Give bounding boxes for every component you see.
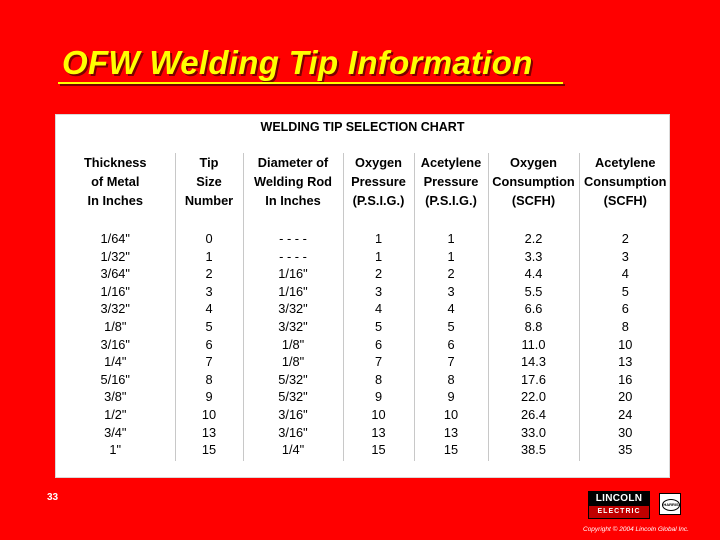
cell-rod-diameter: 1/4" xyxy=(243,441,343,461)
cell-acetylene-pressure: 4 xyxy=(414,300,488,318)
cell-oxygen-consumption: 6.6 xyxy=(488,300,579,318)
cell-rod-diameter: 1/8" xyxy=(243,336,343,354)
cell-tip-size: 9 xyxy=(175,388,243,406)
column-header-acetylene-consumption: Acetylene Consumption (SCFH) xyxy=(579,153,671,214)
cell-thickness: 3/4" xyxy=(104,424,127,440)
cell-acetylene-consumption: 2 xyxy=(579,214,671,248)
table-row xyxy=(56,283,671,301)
cell-thickness: 1/2" xyxy=(104,406,127,422)
table-row xyxy=(56,248,671,266)
cell-tip-size: 4 xyxy=(175,300,243,318)
table-row xyxy=(56,424,671,442)
cell-oxygen-consumption: 17.6 xyxy=(488,371,579,389)
cell-rod-diameter: 3/16" xyxy=(243,406,343,424)
lincoln-electric-logo: LINCOLN ELECTRIC xyxy=(588,491,650,519)
cell-rod-diameter: - - - - xyxy=(243,214,343,248)
cell-oxygen-pressure: 5 xyxy=(343,318,414,336)
cell-tip-size: 7 xyxy=(175,353,243,371)
cell-acetylene-pressure: 9 xyxy=(414,388,488,406)
cell-tip-size: 10 xyxy=(175,406,243,424)
cell-acetylene-consumption: 30 xyxy=(579,424,671,442)
table-header-row xyxy=(56,153,671,214)
cell-tip-size: 15 xyxy=(175,441,243,461)
welding-tip-chart xyxy=(55,114,670,478)
cell-thickness: 1/8" xyxy=(104,318,127,334)
table-row xyxy=(56,406,671,424)
cell-oxygen-pressure: 3 xyxy=(343,283,414,301)
cell-acetylene-pressure: 8 xyxy=(414,371,488,389)
cell-acetylene-consumption: 4 xyxy=(579,265,671,283)
cell-acetylene-consumption: 8 xyxy=(579,318,671,336)
cell-acetylene-pressure: 1 xyxy=(414,214,488,248)
cell-acetylene-consumption: 3 xyxy=(579,248,671,266)
cell-acetylene-pressure: 10 xyxy=(414,406,488,424)
table-row xyxy=(56,265,671,283)
cell-rod-diameter: 3/32" xyxy=(243,300,343,318)
cell-oxygen-pressure: 2 xyxy=(343,265,414,283)
column-header-rod-diameter: Diameter of Welding Rod In Inches xyxy=(243,153,343,214)
cell-thickness: 1" xyxy=(109,442,122,458)
cell-thickness: 1/4" xyxy=(104,354,127,370)
cell-rod-diameter: 3/16" xyxy=(243,424,343,442)
cell-rod-diameter: 1/16" xyxy=(243,283,343,301)
cell-acetylene-pressure: 7 xyxy=(414,353,488,371)
table-row xyxy=(56,214,671,248)
cell-oxygen-pressure: 4 xyxy=(343,300,414,318)
cell-tip-size: 2 xyxy=(175,265,243,283)
cell-thickness: 3/32" xyxy=(100,301,130,317)
cell-thickness: 3/64" xyxy=(100,266,130,282)
page-number: 33 xyxy=(47,492,59,503)
cell-rod-diameter: 1/8" xyxy=(243,353,343,371)
harris-logo: HARRIS xyxy=(659,493,681,515)
title-underline xyxy=(58,82,563,84)
cell-oxygen-pressure: 1 xyxy=(343,214,414,248)
cell-oxygen-consumption: 3.3 xyxy=(488,248,579,266)
cell-thickness: 3/8" xyxy=(104,389,127,405)
cell-rod-diameter: 5/32" xyxy=(243,371,343,389)
column-header-thickness: Thickness of Metal In Inches xyxy=(83,155,147,208)
cell-acetylene-pressure: 5 xyxy=(414,318,488,336)
cell-oxygen-consumption: 8.8 xyxy=(488,318,579,336)
cell-acetylene-consumption: 13 xyxy=(579,353,671,371)
cell-oxygen-pressure: 10 xyxy=(343,406,414,424)
column-header-tip-size: Tip Size Number xyxy=(175,153,243,214)
cell-acetylene-consumption: 20 xyxy=(579,388,671,406)
cell-oxygen-consumption: 22.0 xyxy=(488,388,579,406)
cell-oxygen-pressure: 8 xyxy=(343,371,414,389)
cell-tip-size: 13 xyxy=(175,424,243,442)
cell-tip-size: 8 xyxy=(175,371,243,389)
table-row xyxy=(56,336,671,354)
welding-tip-table xyxy=(56,153,671,461)
cell-acetylene-consumption: 35 xyxy=(579,441,671,461)
cell-tip-size: 1 xyxy=(175,248,243,266)
column-header-acetylene-pressure: Acetylene Pressure (P.S.I.G.) xyxy=(414,153,488,214)
cell-acetylene-consumption: 10 xyxy=(579,336,671,354)
cell-acetylene-consumption: 5 xyxy=(579,283,671,301)
copyright-notice: Copyright © 2004 Lincoln Global Inc. xyxy=(583,526,689,533)
cell-rod-diameter: 1/16" xyxy=(243,265,343,283)
cell-oxygen-pressure: 1 xyxy=(343,248,414,266)
cell-thickness: 1/64" xyxy=(100,231,130,246)
cell-acetylene-consumption: 16 xyxy=(579,371,671,389)
cell-oxygen-pressure: 15 xyxy=(343,441,414,461)
column-header-oxygen-pressure: Oxygen Pressure (P.S.I.G.) xyxy=(343,153,414,214)
cell-tip-size: 6 xyxy=(175,336,243,354)
chart-title: WELDING TIP SELECTION CHART xyxy=(260,120,465,134)
cell-acetylene-consumption: 6 xyxy=(579,300,671,318)
cell-oxygen-consumption: 2.2 xyxy=(488,214,579,248)
table-row xyxy=(56,441,671,461)
table-row xyxy=(56,371,671,389)
cell-acetylene-pressure: 6 xyxy=(414,336,488,354)
cell-thickness: 3/16" xyxy=(100,336,130,352)
cell-thickness: 1/32" xyxy=(100,248,130,264)
cell-oxygen-consumption: 33.0 xyxy=(488,424,579,442)
cell-acetylene-pressure: 1 xyxy=(414,248,488,266)
cell-acetylene-pressure: 3 xyxy=(414,283,488,301)
cell-rod-diameter: - - - - xyxy=(243,248,343,266)
cell-oxygen-pressure: 6 xyxy=(343,336,414,354)
cell-oxygen-consumption: 14.3 xyxy=(488,353,579,371)
cell-acetylene-consumption: 24 xyxy=(579,406,671,424)
cell-acetylene-pressure: 2 xyxy=(414,265,488,283)
cell-oxygen-consumption: 38.5 xyxy=(488,441,579,461)
column-header-oxygen-consumption: Oxygen Consumption (SCFH) xyxy=(488,153,579,214)
cell-oxygen-consumption: 4.4 xyxy=(488,265,579,283)
table-row xyxy=(56,353,671,371)
cell-tip-size: 0 xyxy=(175,214,243,248)
cell-acetylene-pressure: 13 xyxy=(414,424,488,442)
cell-oxygen-consumption: 5.5 xyxy=(488,283,579,301)
cell-oxygen-consumption: 11.0 xyxy=(488,336,579,354)
table-row xyxy=(56,318,671,336)
cell-oxygen-pressure: 9 xyxy=(343,388,414,406)
table-row xyxy=(56,388,671,406)
cell-thickness: 1/16" xyxy=(100,283,130,299)
slide-title: OFW Welding Tip Information xyxy=(62,44,533,81)
cell-tip-size: 5 xyxy=(175,318,243,336)
cell-thickness: 5/16" xyxy=(100,371,130,387)
cell-acetylene-pressure: 15 xyxy=(414,441,488,461)
cell-rod-diameter: 5/32" xyxy=(243,388,343,406)
cell-oxygen-consumption: 26.4 xyxy=(488,406,579,424)
cell-rod-diameter: 3/32" xyxy=(243,318,343,336)
cell-tip-size: 3 xyxy=(175,283,243,301)
table-row xyxy=(56,300,671,318)
cell-oxygen-pressure: 13 xyxy=(343,424,414,442)
cell-oxygen-pressure: 7 xyxy=(343,353,414,371)
